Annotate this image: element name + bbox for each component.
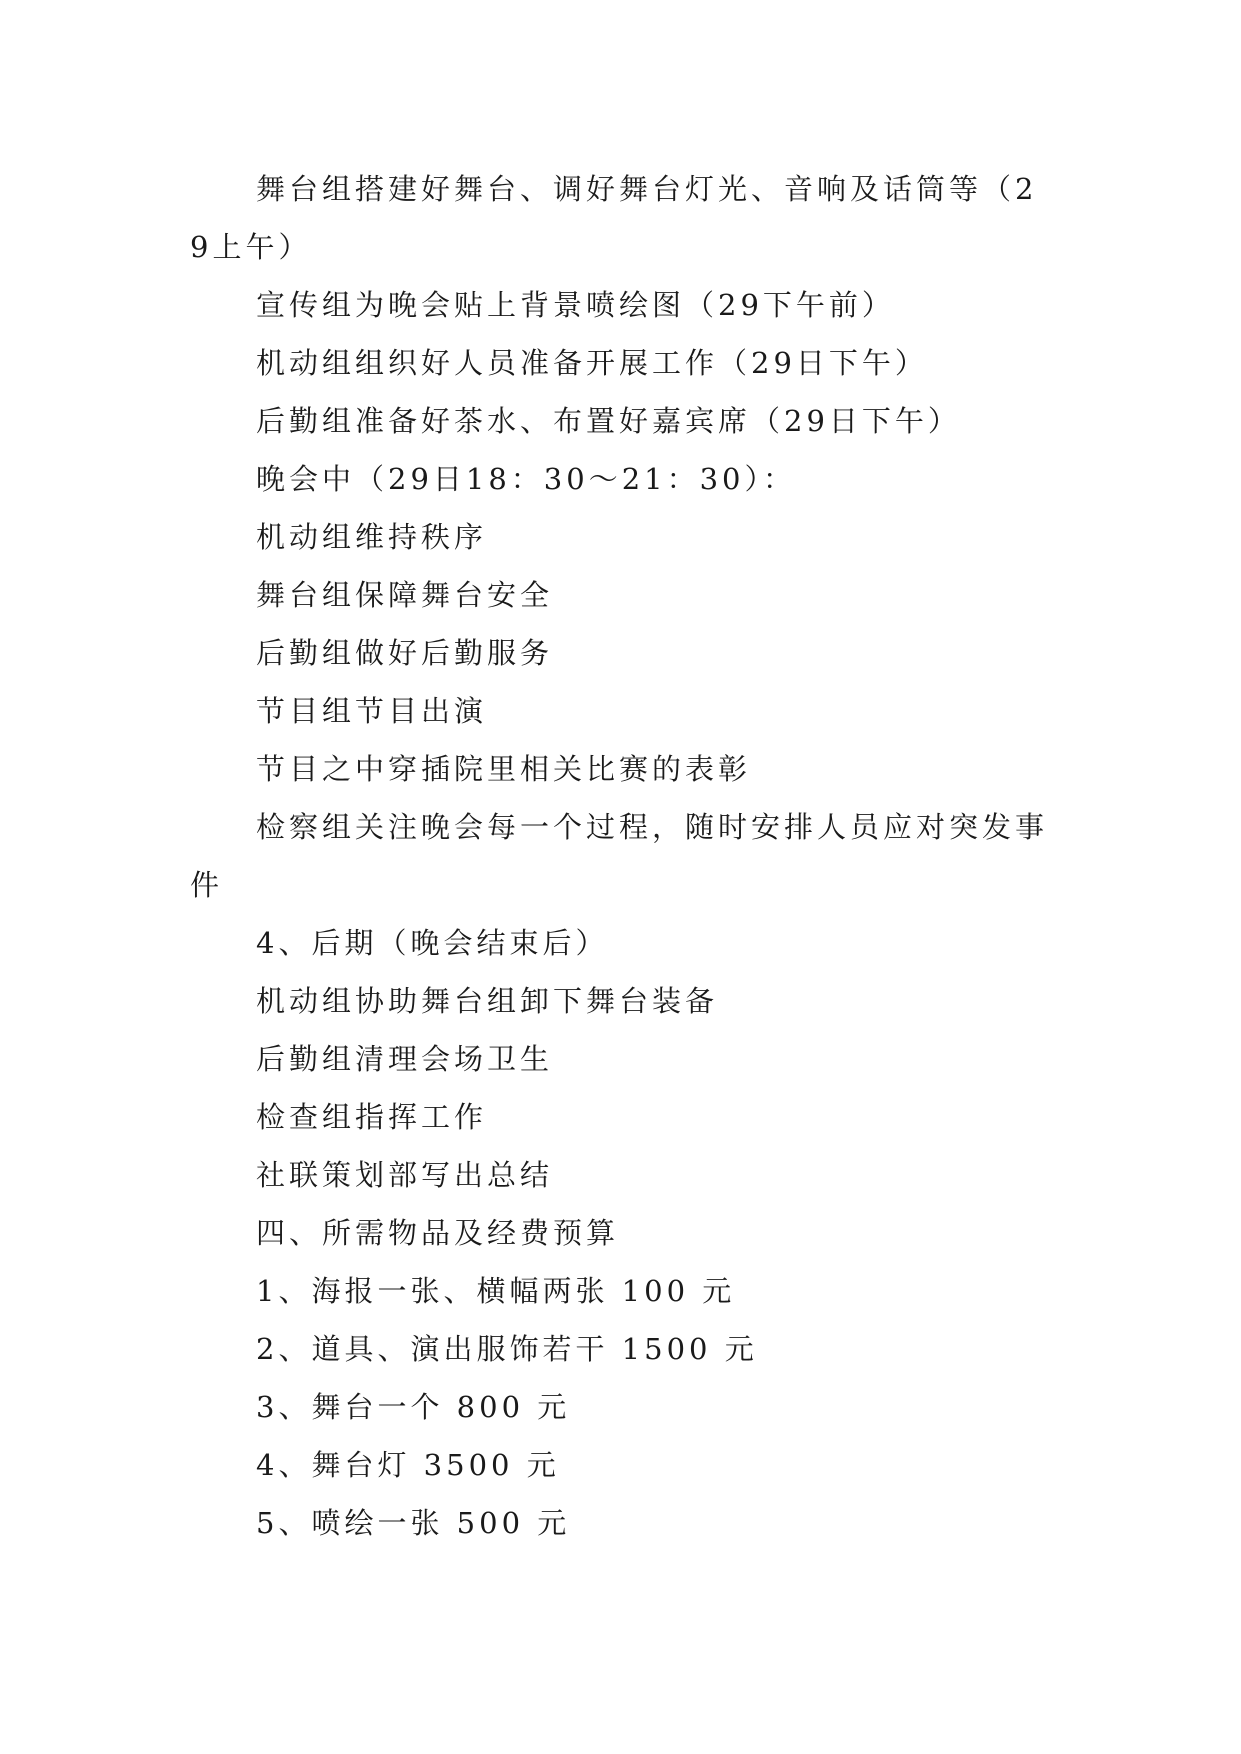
budget-item-stage-lights: 4、舞台灯 3500 元 (256, 1448, 560, 1482)
paragraph-awards: 节目之中穿插院里相关比赛的表彰 (256, 752, 752, 786)
paragraph-logistics-prep: 后勤组准备好茶水、布置好嘉宾席（29日下午） (256, 404, 961, 438)
paragraph-during-show-heading: 晚会中（29日18：30～21：30）： (256, 462, 797, 496)
paragraph-stage-setup: 舞台组搭建好舞台、调好舞台灯光、音响及话筒等（29上午） (190, 172, 1038, 264)
paragraph-publicity-backdrop: 宣传组为晚会贴上背景喷绘图（29下午前） (256, 288, 895, 322)
section-heading-budget: 四、所需物品及经费预算 (256, 1216, 620, 1250)
paragraph-summary: 社联策划部写出总结 (256, 1158, 554, 1192)
paragraph-unload-stage: 机动组协助舞台组卸下舞台装备 (256, 984, 719, 1018)
budget-item-backdrop: 5、喷绘一张 500 元 (256, 1506, 571, 1540)
paragraph-mobile-group-prep: 机动组组织好人员准备开展工作（29日下午） (256, 346, 928, 380)
paragraph-clean-venue: 后勤组清理会场卫生 (256, 1042, 554, 1076)
document-body (190, 160, 1050, 1552)
paragraph-stage-safety: 舞台组保障舞台安全 (256, 578, 554, 612)
paragraph-post-show-heading: 4、后期（晚会结束后） (256, 926, 609, 960)
paragraph-logistics-service: 后勤组做好后勤服务 (256, 636, 554, 670)
paragraph-inspection-direct: 检查组指挥工作 (256, 1100, 488, 1134)
paragraph-program-performance: 节目组节目出演 (256, 694, 488, 728)
paragraph-inspection-group: 检察组关注晚会每一个过程，随时安排人员应对突发事件 (190, 810, 1049, 902)
budget-item-posters: 1、海报一张、横幅两张 100 元 (256, 1274, 736, 1308)
paragraph-mobile-order: 机动组维持秩序 (256, 520, 488, 554)
budget-item-props: 2、道具、演出服饰若干 1500 元 (256, 1332, 758, 1366)
budget-item-stage: 3、舞台一个 800 元 (256, 1390, 571, 1424)
